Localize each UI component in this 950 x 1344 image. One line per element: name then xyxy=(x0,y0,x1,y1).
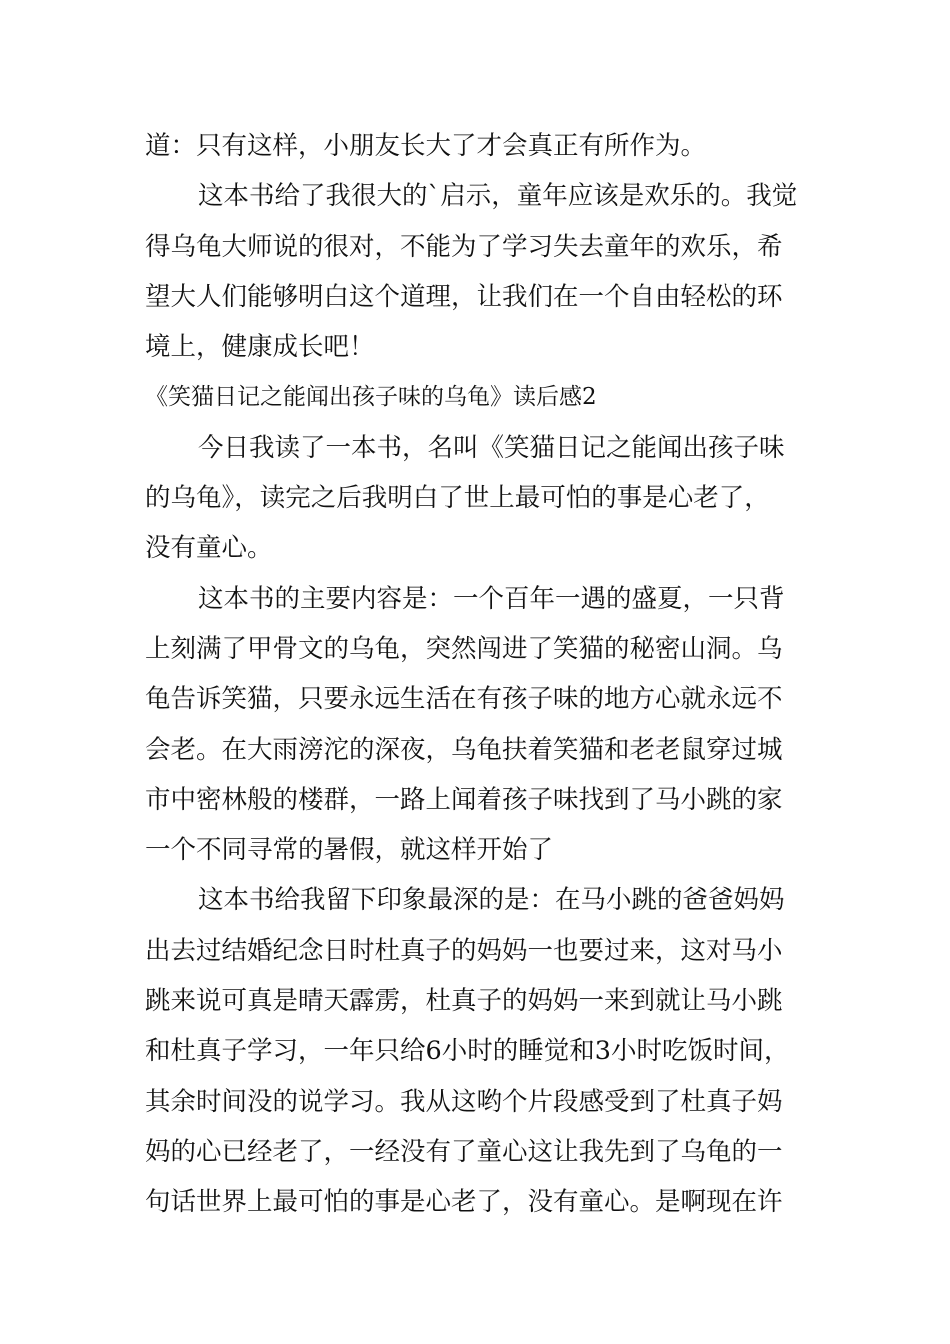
text-line: 没有童心。 xyxy=(145,533,273,564)
text-line: 和杜真子学习，一年只给6小时的睡觉和3小时吃饭时间， xyxy=(145,1036,790,1067)
text-line: 这本书的主要内容是：一个百年一遇的盛夏，一只背 xyxy=(198,583,785,614)
text-line: 妈的心已经老了，一经没有了童心这让我先到了乌龟的一 xyxy=(145,1136,783,1167)
text-line: 句话世界上最可怕的事是心老了，没有童心。是啊现在许 xyxy=(145,1187,783,1218)
text-line: 跳来说可真是晴天霹雳，杜真子的妈妈一来到就让马小跳 xyxy=(145,986,783,1017)
text-line: 其余时间没的说学习。我从这哟个片段感受到了杜真子妈 xyxy=(145,1086,783,1117)
paragraph-intro xyxy=(145,423,810,574)
paragraph-impression xyxy=(145,875,810,1227)
text-line: 这本书给了我很大的`启示，童年应该是欢乐的。我觉 xyxy=(198,181,798,212)
paragraph-continuation xyxy=(145,121,810,171)
text-line: 会老。在大雨滂沱的深夜，乌龟扶着笑猫和老老鼠穿过城 xyxy=(145,734,783,765)
text-line: 一个不同寻常的暑假，就这样开始了 xyxy=(145,835,554,866)
text-line: 这本书给我留下印象最深的是：在马小跳的爸爸妈妈 xyxy=(198,885,785,916)
paragraph-inspiration xyxy=(145,171,810,372)
text-line: 龟告诉笑猫，只要永远生活在有孩子味的地方心就永远不 xyxy=(145,684,783,715)
text-line: 得乌龟大师说的很对，不能为了学习失去童年的欢乐，希 xyxy=(145,231,783,262)
text-line: 境上，健康成长吧！ xyxy=(145,332,375,363)
text-line: 市中密林般的楼群，一路上闻着孩子味找到了马小跳的家 xyxy=(145,784,783,815)
heading-text: 《笑猫日记之能闻出孩子味的乌龟》读后感2 xyxy=(145,384,597,411)
text-line: 道：只有这样，小朋友长大了才会真正有所作为。 xyxy=(145,131,707,161)
text-line: 出去过结婚纪念日时杜真子的妈妈一也要过来，这对马小 xyxy=(145,935,783,966)
text-line: 的乌龟》，读完之后我明白了世上最可怕的事是心老了， xyxy=(145,483,770,514)
document-page xyxy=(145,121,810,1228)
text-line: 上刻满了甲骨文的乌龟，突然闯进了笑猫的秘密山洞。乌 xyxy=(145,633,783,664)
text-line: 望大人们能够明白这个道理，让我们在一个自由轻松的环 xyxy=(145,281,783,312)
paragraph-summary xyxy=(145,574,810,876)
section-heading xyxy=(145,372,810,422)
text-line: 今日我读了一本书，名叫《笑猫日记之能闻出孩子味 xyxy=(198,432,785,463)
